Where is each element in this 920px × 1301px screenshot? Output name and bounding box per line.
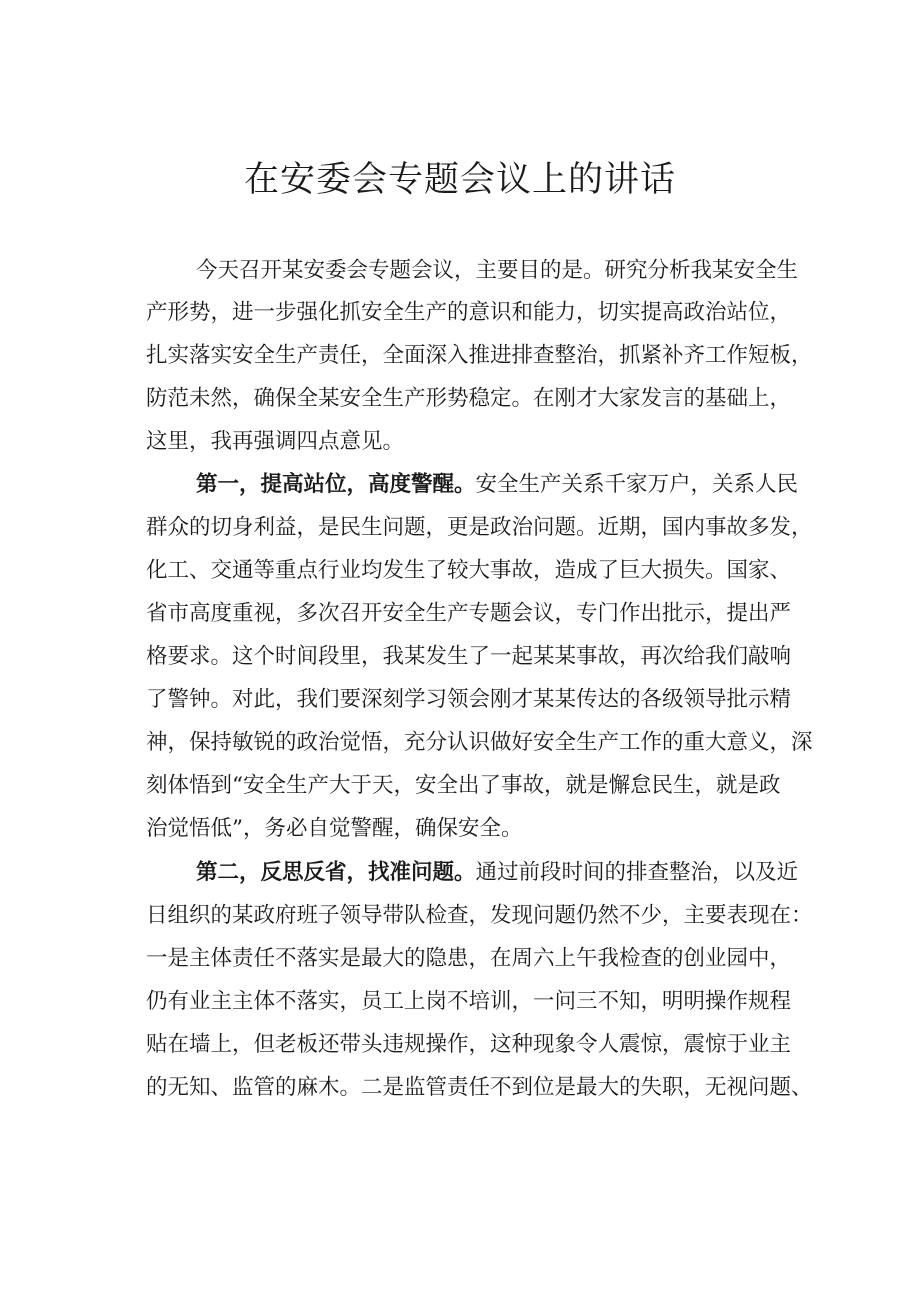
- paragraph-line: 防范未然，确保全某安全生产形势稳定。在刚才大家发言的基础上，: [146, 386, 792, 411]
- paragraph-line: 群众的切身利益，是民生问题，更是政治问题。近期，国内事故多发，: [146, 515, 813, 540]
- paragraph-line: 日组织的某政府班子领导带队检查，发现问题仍然不少，主要表现在：: [146, 903, 813, 928]
- paragraph-line: 了警钟。对此，我们要深刻学习领会刚才某某传达的各级领导批示精: [146, 687, 792, 712]
- paragraph-line: 刻体悟到“安全生产大于天，安全出了事故，就是懈怠民生，就是政: [146, 773, 781, 798]
- paragraph-line: 贴在墙上，但老板还带头违规操作，这种现象令人震惊，震惊于业主: [146, 1032, 792, 1057]
- paragraph-line: 化工、交通等重点行业均发生了较大事故，造成了巨大损失。国家、: [146, 558, 792, 583]
- paragraph-text: 安全生产关系千家万户，关系人民: [475, 472, 799, 497]
- paragraph-line: 治觉悟低”，务必自觉警醒，确保安全。: [146, 816, 523, 841]
- paragraph-line: 产形势，进一步强化抓安全生产的意识和能力，切实提高政治站位，: [146, 300, 792, 325]
- paragraph-line: 这里，我再强调四点意见。: [146, 429, 405, 454]
- paragraph-line: 扎实落实安全生产责任，全面深入推进排查整治，抓紧补齐工作短板，: [146, 343, 813, 368]
- paragraph-line: 格要求。这个时间段里，我某发生了一起某某事故，再次给我们敲响: [146, 644, 792, 669]
- paragraph-line: 的无知、监管的麻木。二是监管责任不到位是最大的失职，无视问题、: [146, 1075, 813, 1100]
- page-title: 在安委会专题会议上的讲话: [243, 160, 676, 200]
- paragraph-line: [196, 470, 798, 500]
- paragraph-text: 通过前段时间的排查整治，以及近: [475, 860, 799, 885]
- paragraph-line: 神，保持敏锐的政治觉悟，充分认识做好安全生产工作的重大意义，深: [146, 730, 813, 755]
- paragraph-line: 今天召开某安委会专题会议，主要目的是。研究分析我某安全生: [196, 258, 799, 283]
- section-heading-second: 第二，反思反省，找准问题。: [196, 860, 476, 885]
- paragraph-line: 一是主体责任不落实是最大的隐患，在周六上午我检查的创业园中，: [146, 946, 792, 971]
- paragraph-line: 省市高度重视，多次召开安全生产专题会议，专门作出批示，提出严: [146, 601, 792, 626]
- section-heading-first: 第一，提高站位，高度警醒。: [196, 472, 476, 497]
- paragraph-line: 仍有业主主体不落实，员工上岗不培训，一问三不知，明明操作规程: [146, 989, 792, 1014]
- paragraph-line: [196, 858, 798, 888]
